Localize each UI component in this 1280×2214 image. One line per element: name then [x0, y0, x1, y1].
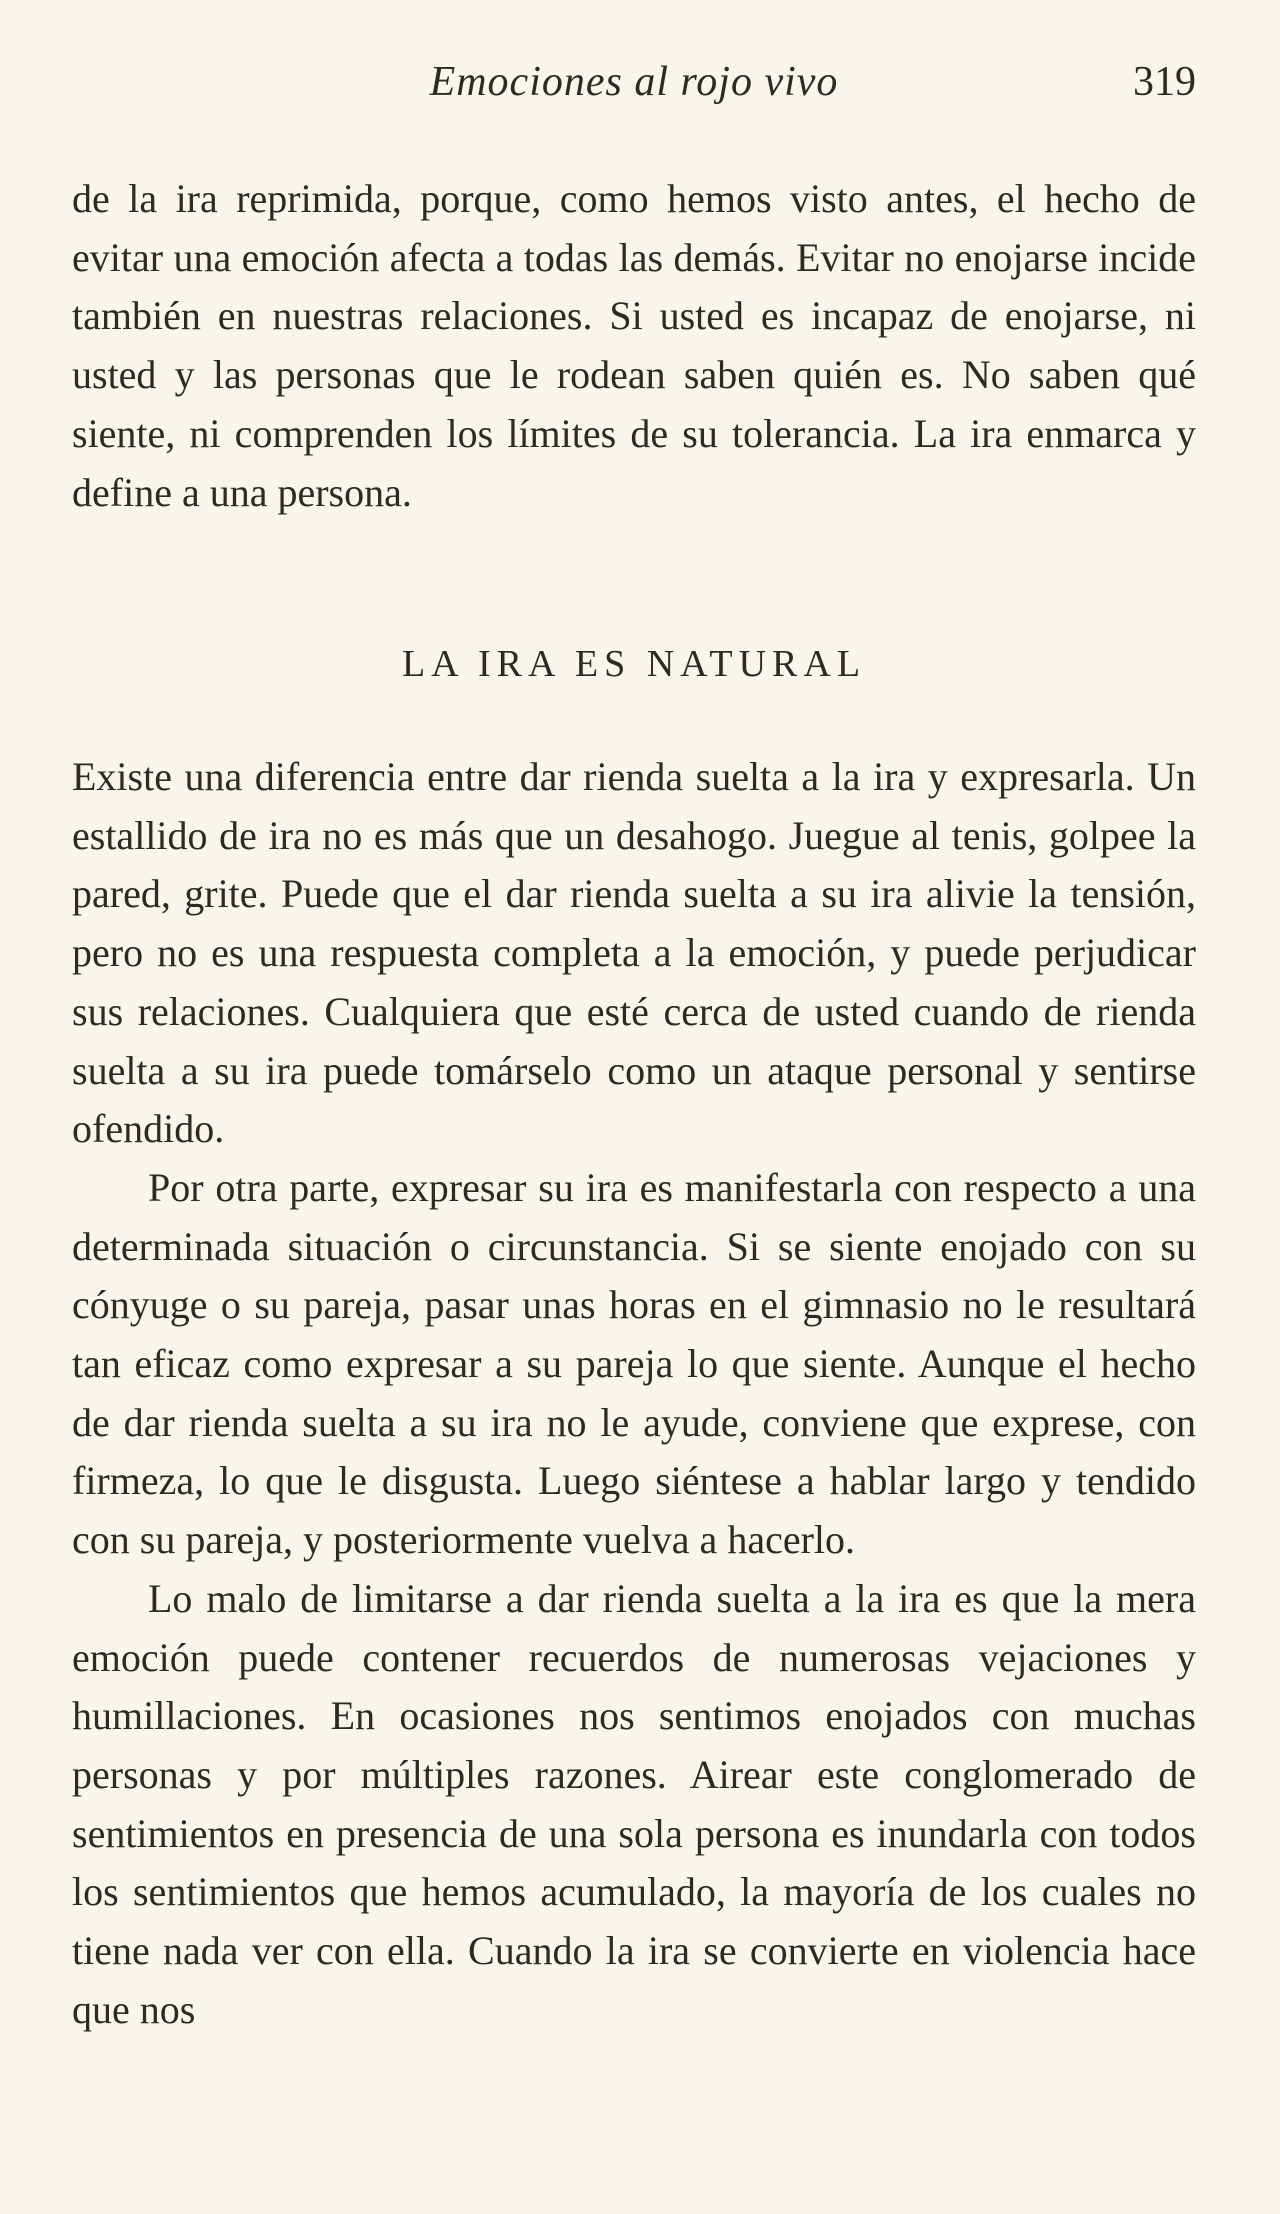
page-number: 319 [1133, 59, 1196, 105]
body-paragraph-2: Por otra parte, expresar su ira es manifestarla con respecto a una determinada situación o circunstancia. Si se siente enojado con su cónyuge o su pareja, pasar unas horas en el gimnasio no le resultará tan eficaz como expresar a su pareja lo que siente. Aunque el hecho de dar rienda suelta a su ira no le ayude, conviene que exprese, con firmeza, lo que le disgusta. Luego siéntese a hablar largo y tendido con su pareja, y posteriormente vuelva a hacerlo. [72, 1164, 1196, 1563]
intro-paragraph: de la ira reprimida, porque, como hemos visto antes, el hecho de evitar una emoción afecta a todas las demás. Evitar no enojarse incide también en nuestras relaciones. Si usted es incapaz de enojarse, ni usted y las personas que le rodean saben quién es. No saben qué siente, ni comprenden los límites de su tolerancia. La ira enmarca y define a una persona. [72, 176, 1196, 515]
body-paragraph-1: Existe una diferencia entre dar rienda suelta a la ira y expresarla. Un estallido de ira no es más que un desahogo. Juegue al tenis, golpee la pared, grite. Puede que el dar rienda suelta a su ira alivie la tensión, pero no es una respuesta completa a la emoción, y puede perjudicar sus relaciones. Cualquiera que esté cerca de usted cuando de rienda suelta a su ira puede tomárselo como un ataque personal y sentirse ofendido. [72, 754, 1196, 1152]
section-heading: LA IRA ES NATURAL [401, 643, 867, 685]
running-title: Emociones al rojo vivo [429, 59, 839, 105]
intro-text-block [72, 170, 1196, 522]
body-paragraph-3: Lo malo de limitarse a dar rienda suelta a la ira es que la mera emoción puede contener recuerdos de numerosas vejaciones y humillaciones. En ocasiones nos sentimos enojados con muchas personas y por múltiples razones. Airear este conglomerado de sentimientos en presencia de una sola persona es inundarla con todos los sentimientos que hemos acumulado, la mayoría de los cuales no tiene nada ver con ella. Cuando la ira se convierte en violencia hace que nos [72, 1575, 1196, 2032]
running-header [72, 52, 1196, 112]
section-body [72, 748, 1196, 2039]
